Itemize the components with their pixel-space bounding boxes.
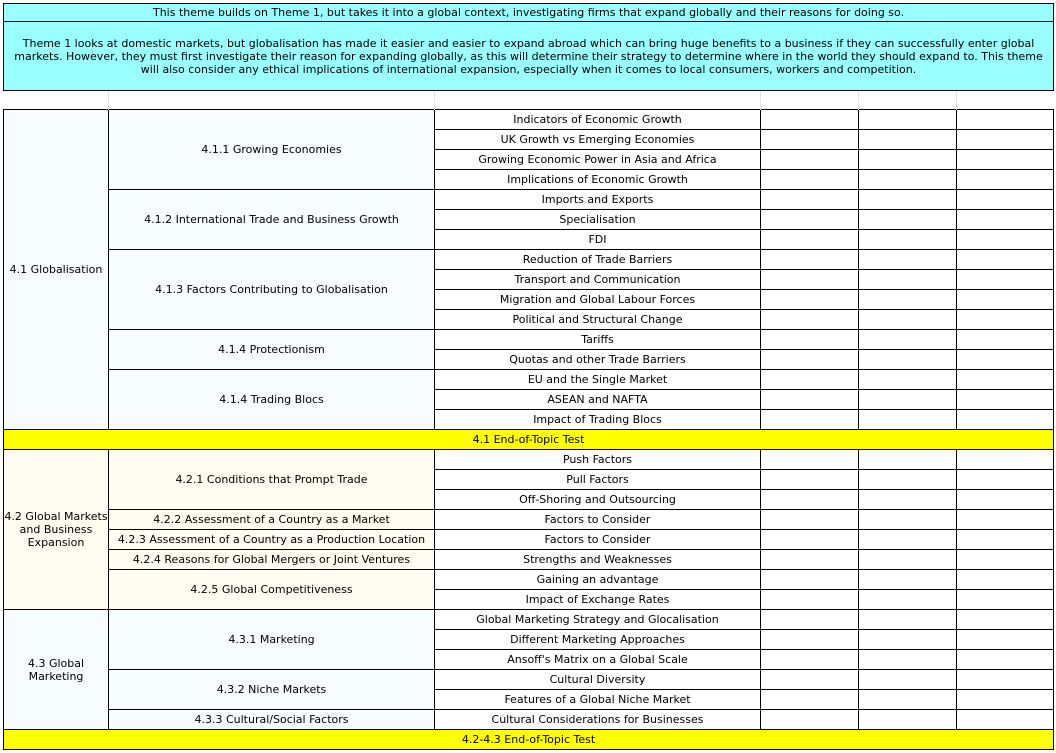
intro-summary-cell[interactable] [4, 4, 1054, 22]
item-label: Cultural Considerations for Businesses [491, 713, 704, 726]
rating-cell[interactable] [859, 170, 957, 190]
item-cell[interactable] [435, 570, 761, 590]
spacer-row [4, 91, 1054, 110]
item-label: Political and Structural Change [512, 313, 683, 326]
spacer-cell[interactable] [957, 91, 1054, 110]
rating-cell[interactable] [859, 270, 957, 290]
item-cell[interactable] [435, 210, 761, 230]
item-label: Different Marketing Approaches [510, 633, 685, 646]
item-cell[interactable] [435, 510, 761, 530]
rating-cell[interactable] [859, 130, 957, 150]
rating-cell[interactable] [957, 130, 1054, 150]
item-cell[interactable] [435, 110, 761, 130]
rating-cell[interactable] [761, 470, 859, 490]
table-row [4, 110, 1054, 130]
spacer-cell[interactable] [761, 91, 859, 110]
rating-cell[interactable] [761, 490, 859, 510]
intro-row-1 [4, 4, 1054, 22]
rating-cell[interactable] [957, 610, 1054, 630]
item-cell[interactable] [435, 250, 761, 270]
rating-cell[interactable] [957, 250, 1054, 270]
intro-row-2 [4, 22, 1054, 91]
spacer-cell[interactable] [859, 91, 957, 110]
item-cell[interactable] [435, 130, 761, 150]
item-label: Strengths and Weaknesses [523, 553, 672, 566]
subtopic-label: 4.1.3 Factors Contributing to Globalisation [155, 283, 388, 296]
subtopic-4-1-4-trading-blocs-cell[interactable] [109, 370, 435, 430]
spec-checklist-table [3, 3, 1054, 750]
item-cell[interactable] [435, 410, 761, 430]
rating-cell[interactable] [859, 310, 957, 330]
rating-cell[interactable] [957, 450, 1054, 470]
end-of-topic-test-label: 4.1 End-of-Topic Test [472, 433, 585, 446]
item-label: Global Marketing Strategy and Glocalisation [476, 613, 719, 626]
rating-cell[interactable] [859, 490, 957, 510]
intro-summary-text: This theme builds on Theme 1, but takes it into a global context, investigating firms that expand globally and their reasons for doing so. [152, 6, 905, 19]
rating-cell[interactable] [957, 710, 1054, 730]
item-cell[interactable] [435, 690, 761, 710]
item-cell[interactable] [435, 370, 761, 390]
subtopic-label: 4.2.3 Assessment of a Country as a Production Location [117, 533, 426, 546]
rating-cell[interactable] [957, 330, 1054, 350]
item-label: Transport and Communication [514, 273, 681, 286]
rating-cell[interactable] [761, 630, 859, 650]
rating-cell[interactable] [957, 290, 1054, 310]
rating-cell[interactable] [859, 390, 957, 410]
table-row [4, 610, 1054, 630]
rating-cell[interactable] [761, 190, 859, 210]
item-label: Specialisation [559, 213, 636, 226]
subtopic-4-1-3-cell[interactable] [109, 250, 435, 330]
item-cell[interactable] [435, 230, 761, 250]
table-row [4, 250, 1054, 270]
item-label: Cultural Diversity [549, 673, 646, 686]
test-row-4-2-4-3 [4, 730, 1054, 750]
item-label: Tariffs [581, 333, 614, 346]
rating-cell[interactable] [761, 170, 859, 190]
rating-cell[interactable] [859, 670, 957, 690]
item-label: Impact of Trading Blocs [533, 413, 662, 426]
item-label: Implications of Economic Growth [507, 173, 688, 186]
rating-cell[interactable] [859, 530, 957, 550]
item-label: Imports and Exports [541, 193, 654, 206]
topic-4-1-cell[interactable] [4, 110, 109, 430]
rating-cell[interactable] [957, 490, 1054, 510]
rating-cell[interactable] [957, 470, 1054, 490]
subtopic-label: 4.3.2 Niche Markets [216, 683, 327, 696]
item-label: Factors to Consider [544, 513, 651, 526]
item-cell[interactable] [435, 710, 761, 730]
rating-cell[interactable] [957, 310, 1054, 330]
item-cell[interactable] [435, 670, 761, 690]
rating-cell[interactable] [957, 510, 1054, 530]
table-row [4, 710, 1054, 730]
spacer-cell[interactable] [435, 91, 761, 110]
rating-cell[interactable] [761, 370, 859, 390]
rating-cell[interactable] [859, 150, 957, 170]
rating-cell[interactable] [859, 250, 957, 270]
rating-cell[interactable] [761, 650, 859, 670]
rating-cell[interactable] [957, 570, 1054, 590]
rating-cell[interactable] [957, 550, 1054, 570]
item-cell[interactable] [435, 290, 761, 310]
subtopic-4-1-2-cell[interactable] [109, 190, 435, 250]
item-cell[interactable] [435, 550, 761, 570]
subtopic-label: 4.3.1 Marketing [228, 633, 315, 646]
rating-cell[interactable] [761, 710, 859, 730]
intro-detail-cell[interactable] [4, 22, 1054, 91]
item-cell[interactable] [435, 650, 761, 670]
item-label: Push Factors [562, 453, 632, 466]
spacer-cell[interactable] [4, 91, 109, 110]
rating-cell[interactable] [859, 510, 957, 530]
rating-cell[interactable] [957, 170, 1054, 190]
rating-cell[interactable] [859, 690, 957, 710]
rating-cell[interactable] [957, 670, 1054, 690]
rating-cell[interactable] [957, 210, 1054, 230]
item-label: Reduction of Trade Barriers [522, 253, 673, 266]
item-cell[interactable] [435, 390, 761, 410]
rating-cell[interactable] [859, 610, 957, 630]
rating-cell[interactable] [859, 590, 957, 610]
rating-cell[interactable] [859, 570, 957, 590]
rating-cell[interactable] [957, 410, 1054, 430]
item-label: Features of a Global Niche Market [504, 693, 691, 706]
table-row [4, 530, 1054, 550]
rating-cell[interactable] [761, 570, 859, 590]
rating-cell[interactable] [761, 450, 859, 470]
table-row [4, 670, 1054, 690]
item-label: Off-Shoring and Outsourcing [519, 493, 676, 506]
rating-cell[interactable] [859, 210, 957, 230]
rating-cell[interactable] [957, 190, 1054, 210]
rating-cell[interactable] [957, 270, 1054, 290]
item-cell[interactable] [435, 270, 761, 290]
rating-cell[interactable] [859, 110, 957, 130]
rating-cell[interactable] [859, 190, 957, 210]
rating-cell[interactable] [761, 610, 859, 630]
subtopic-4-2-5-cell[interactable] [109, 570, 435, 610]
item-label: FDI [588, 233, 607, 246]
rating-cell[interactable] [761, 210, 859, 230]
item-label: UK Growth vs Emerging Economies [500, 133, 695, 146]
table-row [4, 550, 1054, 570]
item-label: Indicators of Economic Growth [513, 113, 682, 126]
rating-cell[interactable] [761, 510, 859, 530]
rating-cell[interactable] [761, 690, 859, 710]
rating-cell[interactable] [859, 630, 957, 650]
table-row [4, 330, 1054, 350]
rating-cell[interactable] [761, 350, 859, 370]
subtopic-4-2-3-cell[interactable] [109, 530, 435, 550]
item-cell[interactable] [435, 450, 761, 470]
rating-cell[interactable] [761, 530, 859, 550]
rating-cell[interactable] [761, 670, 859, 690]
subtopic-4-2-1-cell[interactable] [109, 450, 435, 510]
item-label: EU and the Single Market [527, 373, 668, 386]
rating-cell[interactable] [957, 690, 1054, 710]
rating-cell[interactable] [859, 330, 957, 350]
rating-cell[interactable] [957, 650, 1054, 670]
subtopic-label: 4.1.4 Trading Blocs [219, 393, 324, 406]
table-row [4, 190, 1054, 210]
rating-cell[interactable] [761, 330, 859, 350]
subtopic-label: 4.2.1 Conditions that Prompt Trade [175, 473, 368, 486]
subtopic-label: 4.3.3 Cultural/Social Factors [194, 713, 349, 726]
item-label: Factors to Consider [544, 533, 651, 546]
item-cell[interactable] [435, 610, 761, 630]
item-cell[interactable] [435, 630, 761, 650]
topic-label: 4.3 Global Marketing [27, 656, 85, 683]
rating-cell[interactable] [761, 390, 859, 410]
item-cell[interactable] [435, 530, 761, 550]
rating-cell[interactable] [761, 150, 859, 170]
rating-cell[interactable] [761, 310, 859, 330]
rating-cell[interactable] [957, 350, 1054, 370]
rating-cell[interactable] [859, 350, 957, 370]
rating-cell[interactable] [957, 530, 1054, 550]
subtopic-label: 4.1.1 Growing Economies [201, 143, 342, 156]
table-row [4, 510, 1054, 530]
rating-cell[interactable] [761, 290, 859, 310]
rating-cell[interactable] [859, 370, 957, 390]
item-label: Gaining an advantage [536, 573, 659, 586]
topic-label: 4.2 Global Markets and Business Expansion [4, 510, 108, 549]
spacer-cell[interactable] [109, 91, 435, 110]
rating-cell[interactable] [859, 550, 957, 570]
subtopic-label: 4.1.4 Protectionism [218, 343, 325, 356]
item-cell[interactable] [435, 190, 761, 210]
subtopic-4-1-4-protectionism-cell[interactable] [109, 330, 435, 370]
item-label: Migration and Global Labour Forces [499, 293, 696, 306]
rating-cell[interactable] [957, 370, 1054, 390]
subtopic-4-2-4-cell[interactable] [109, 550, 435, 570]
item-cell[interactable] [435, 170, 761, 190]
rating-cell[interactable] [859, 470, 957, 490]
rating-cell[interactable] [761, 130, 859, 150]
subtopic-4-3-2-cell[interactable] [109, 670, 435, 710]
subtopic-4-1-1-cell[interactable] [109, 110, 435, 190]
item-cell[interactable] [435, 330, 761, 350]
rating-cell[interactable] [761, 250, 859, 270]
subtopic-label: 4.2.4 Reasons for Global Mergers or Joint Ventures [132, 553, 411, 566]
subtopic-4-3-3-cell[interactable] [109, 710, 435, 730]
item-label: Growing Economic Power in Asia and Africa [478, 153, 717, 166]
topic-4-2-cell[interactable] [4, 450, 109, 610]
item-cell[interactable] [435, 490, 761, 510]
rating-cell[interactable] [957, 630, 1054, 650]
rating-cell[interactable] [859, 710, 957, 730]
rating-cell[interactable] [761, 270, 859, 290]
item-label: Impact of Exchange Rates [525, 593, 670, 606]
topic-label: 4.1 Globalisation [9, 263, 103, 276]
test-row-4-1 [4, 430, 1054, 450]
item-cell[interactable] [435, 350, 761, 370]
rating-cell[interactable] [859, 650, 957, 670]
rating-cell[interactable] [957, 230, 1054, 250]
rating-cell[interactable] [859, 450, 957, 470]
subtopic-label: 4.1.2 International Trade and Business Growth [144, 213, 399, 226]
rating-cell[interactable] [761, 590, 859, 610]
end-of-topic-test-cell[interactable] [4, 430, 1054, 450]
rating-cell[interactable] [957, 390, 1054, 410]
rating-cell[interactable] [761, 110, 859, 130]
topic-4-3-cell[interactable] [4, 610, 109, 730]
subtopic-label: 4.2.5 Global Competitiveness [190, 583, 353, 596]
item-label: Pull Factors [566, 473, 629, 486]
item-label: Quotas and other Trade Barriers [509, 353, 686, 366]
rating-cell[interactable] [761, 550, 859, 570]
end-of-topic-test-cell[interactable] [4, 730, 1054, 750]
end-of-topic-test-label: 4.2-4.3 End-of-Topic Test [461, 733, 596, 746]
intro-detail-text: Theme 1 looks at domestic markets, but globalisation has made it easier and easier to expand abroad which can bring huge benefits to a business if they can successfully enter global markets. However, they must first investigate their reason for expanding globally, as this will determine their strategy to determine where in the world they should expand to. This theme will also consider any ethical implications of international expansion, especially when it comes to local consumers, workers and competition. [14, 36, 1043, 76]
table-row [4, 370, 1054, 390]
item-cell[interactable] [435, 590, 761, 610]
subtopic-4-2-2-cell[interactable] [109, 510, 435, 530]
item-label: Ansoff's Matrix on a Global Scale [507, 653, 688, 666]
rating-cell[interactable] [859, 230, 957, 250]
item-label: ASEAN and NAFTA [547, 393, 648, 406]
rating-cell[interactable] [859, 290, 957, 310]
item-cell[interactable] [435, 470, 761, 490]
item-cell[interactable] [435, 150, 761, 170]
rating-cell[interactable] [957, 110, 1054, 130]
subtopic-4-3-1-cell[interactable] [109, 610, 435, 670]
subtopic-label: 4.2.2 Assessment of a Country as a Market [153, 513, 390, 526]
rating-cell[interactable] [957, 590, 1054, 610]
rating-cell[interactable] [761, 230, 859, 250]
table-row [4, 570, 1054, 590]
table-row [4, 450, 1054, 470]
rating-cell[interactable] [859, 410, 957, 430]
rating-cell[interactable] [761, 410, 859, 430]
rating-cell[interactable] [957, 150, 1054, 170]
item-cell[interactable] [435, 310, 761, 330]
